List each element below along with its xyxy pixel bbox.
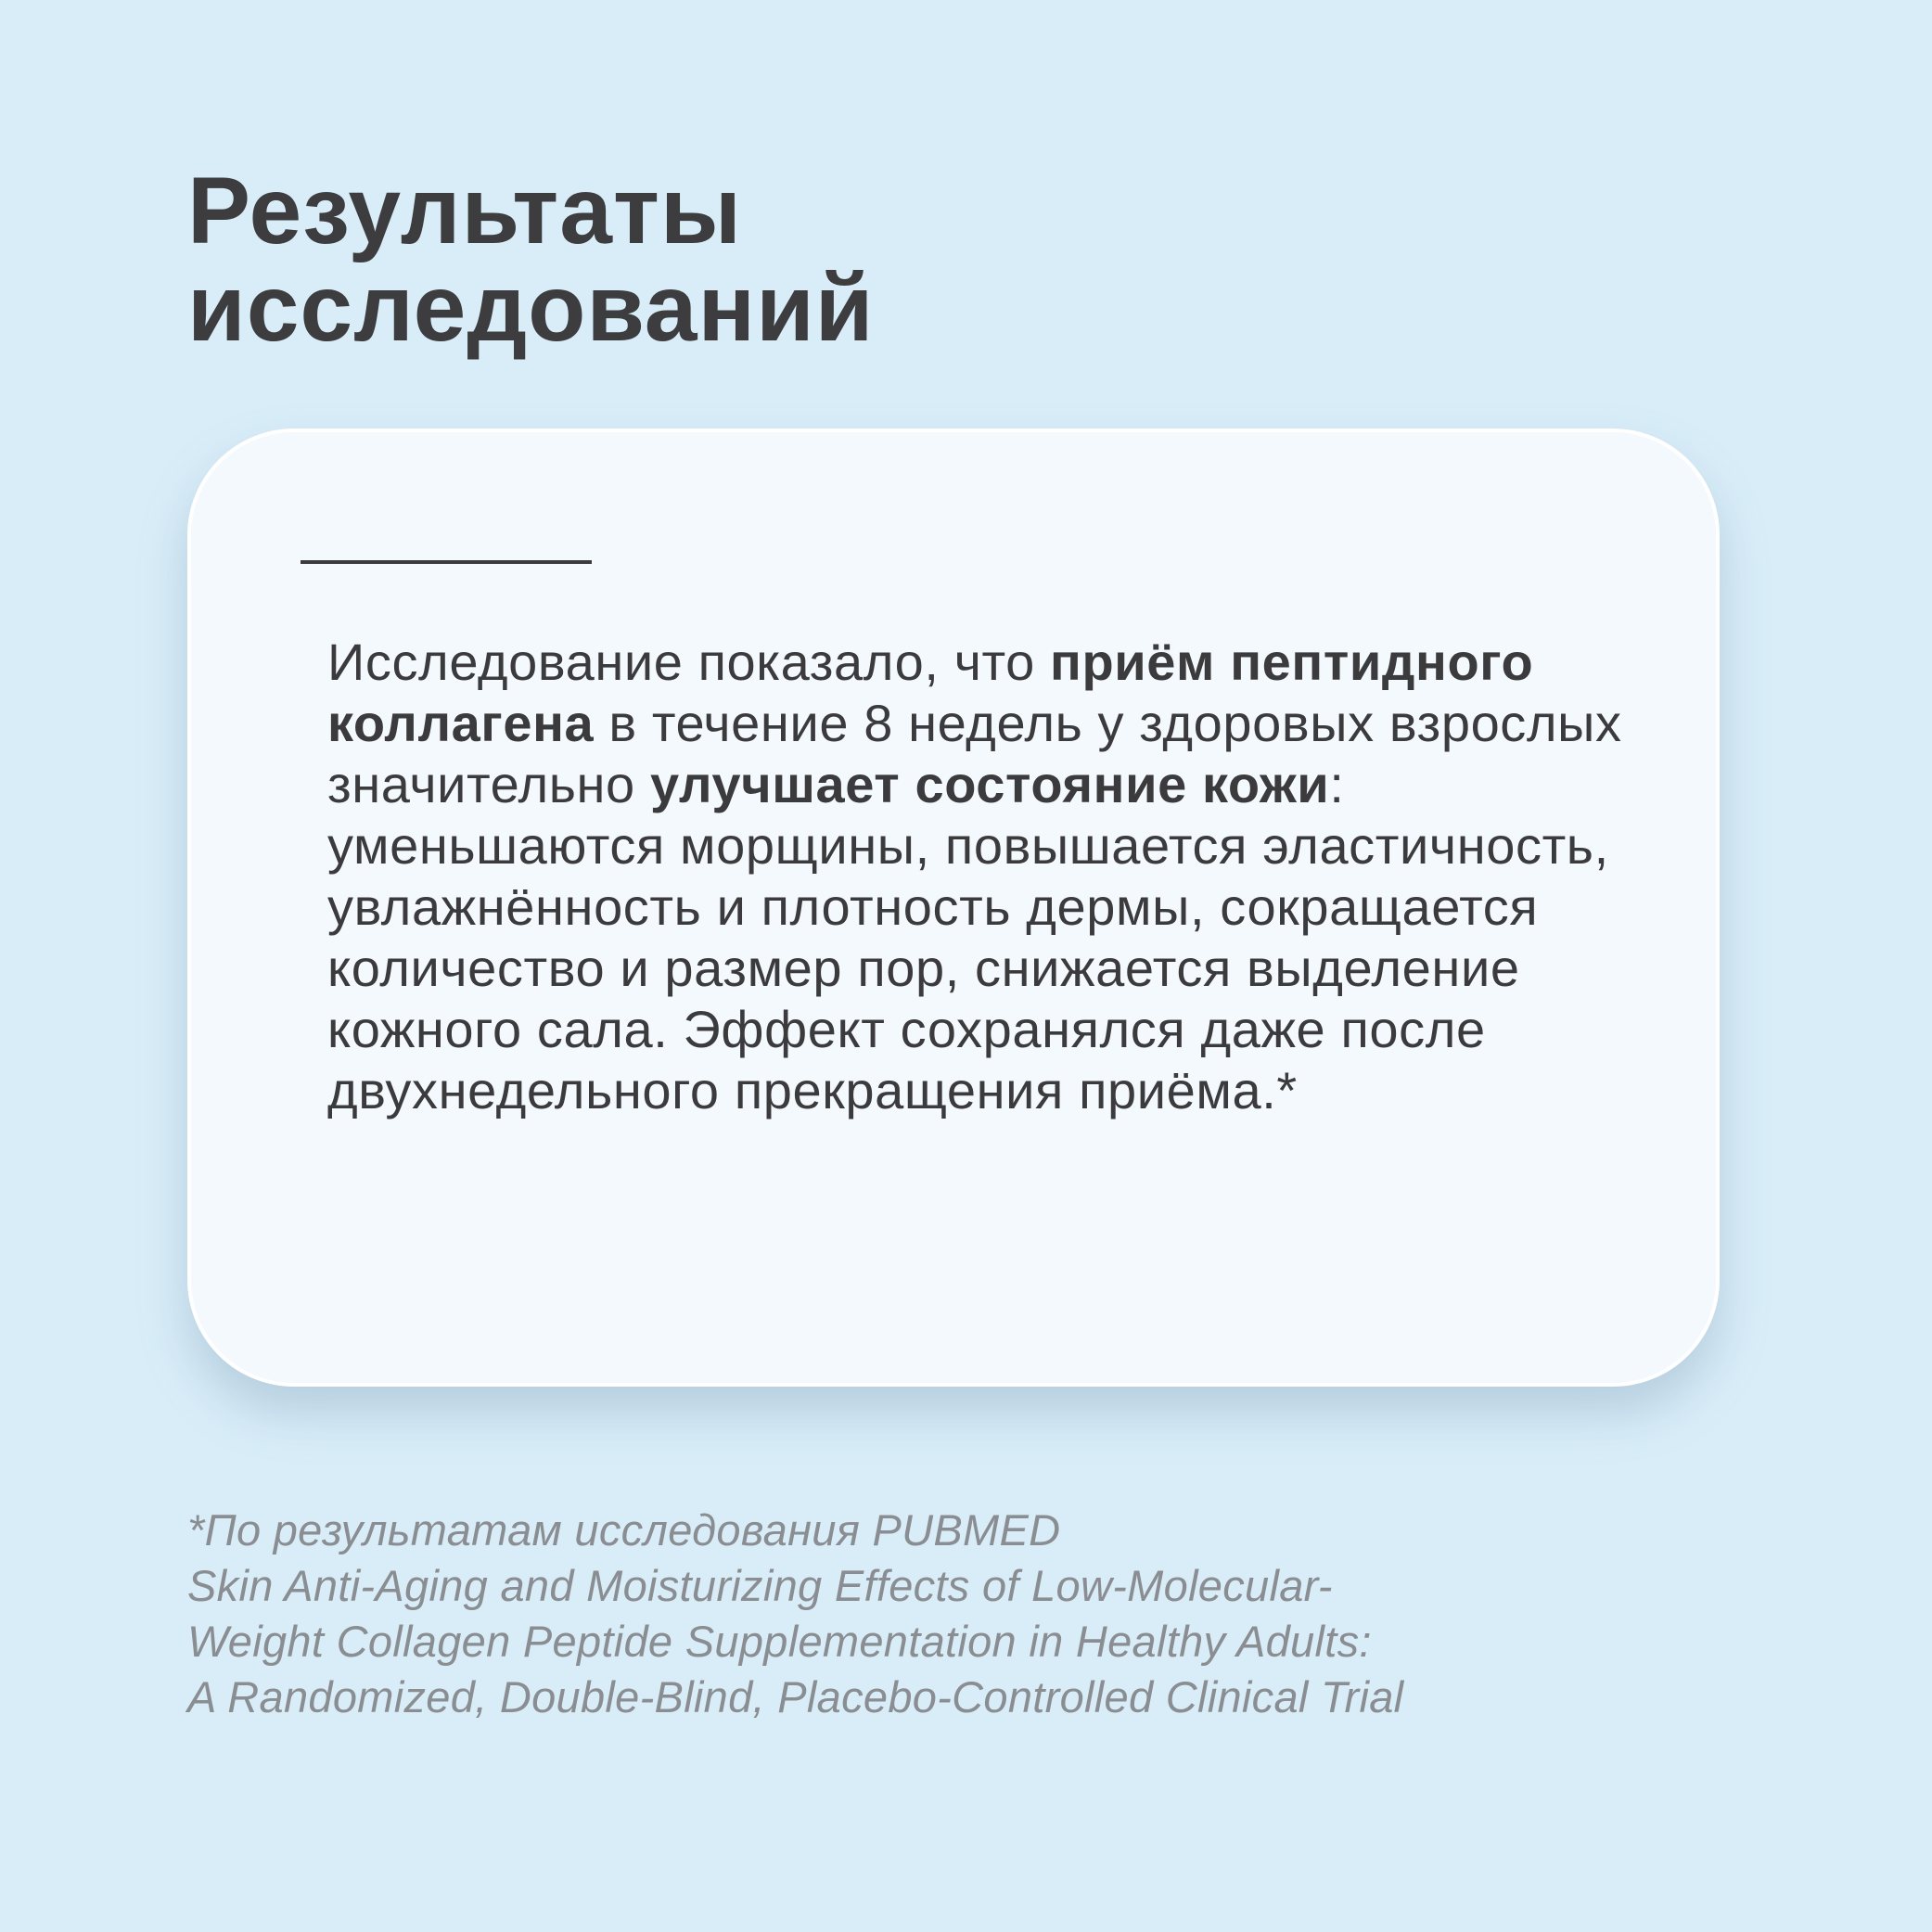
footnote-line-3: Weight Collagen Peptide Supplementation in Healthy Adults: xyxy=(187,1617,1372,1666)
page-title-line-2: исследований xyxy=(187,255,875,362)
study-text-part-1: Исследование показало, что xyxy=(327,633,1051,691)
study-text-part-2: в течение 8 недель у здоровых взрослых значительно xyxy=(327,694,1622,813)
study-result-card xyxy=(187,429,1720,1387)
study-result-text xyxy=(327,632,1663,1121)
footnote-line-2: Skin Anti-Aging and Moisturizing Effects of Low-Molecular- xyxy=(187,1561,1333,1610)
study-text-highlight-skin: улучшает состояние кожи xyxy=(649,755,1330,813)
study-text-highlight-collagen: приём пептидного коллагена xyxy=(327,633,1534,752)
footnote-line-4: A Randomized, Double-Blind, Placebo-Controlled Clinical Trial xyxy=(187,1672,1404,1721)
page-title-line-1: Результаты xyxy=(187,158,743,263)
study-text-part-3: : уменьшаются морщины, повышается эластичность, увлажнённость и плотность дермы, сокращается количество и размер пор, снижается выделение кожного сала. Эффект сохранялся даже после двухнедельного прекращения приёма.* xyxy=(327,755,1609,1120)
source-footnote xyxy=(187,1503,1764,1725)
card-divider-line xyxy=(301,560,592,564)
footnote-line-1: *По результатам исследования PUBMED xyxy=(187,1505,1061,1555)
page-title xyxy=(187,158,875,362)
